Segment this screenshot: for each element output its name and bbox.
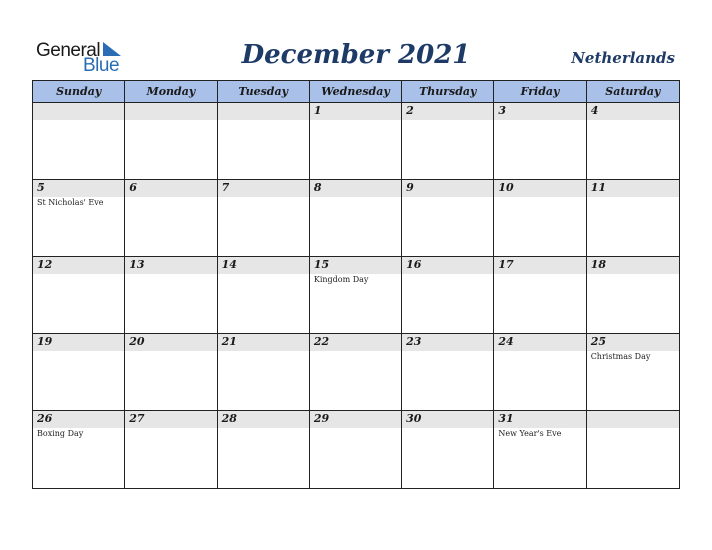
day-number: 8 bbox=[313, 181, 322, 194]
holiday-label: Boxing Day bbox=[37, 429, 84, 438]
day-number: 25 bbox=[590, 335, 606, 348]
day-number: 24 bbox=[498, 335, 514, 348]
day-cell[interactable] bbox=[494, 180, 586, 256]
holiday-label: Kingdom Day bbox=[313, 275, 369, 284]
day-number: 29 bbox=[313, 412, 330, 425]
day-cell[interactable] bbox=[402, 411, 494, 488]
day-number: 20 bbox=[129, 335, 145, 348]
day-cell[interactable] bbox=[587, 334, 679, 410]
weekday-saturday: Saturday bbox=[605, 85, 661, 98]
day-cell[interactable] bbox=[33, 411, 125, 488]
day-cell[interactable] bbox=[218, 257, 310, 333]
day-number: 10 bbox=[498, 181, 514, 194]
calendar-week-row bbox=[33, 103, 679, 180]
day-number: 22 bbox=[313, 335, 330, 348]
holiday-label: New Year's Eve bbox=[498, 429, 562, 438]
day-cell[interactable] bbox=[218, 103, 310, 179]
logo-text-general: General bbox=[36, 40, 101, 61]
day-cell-header bbox=[402, 103, 493, 120]
day-number: 28 bbox=[221, 412, 237, 425]
day-cell[interactable] bbox=[402, 257, 494, 333]
day-number: 6 bbox=[129, 181, 137, 194]
day-number: 9 bbox=[406, 181, 414, 194]
day-number: 27 bbox=[129, 412, 145, 425]
day-number: 31 bbox=[498, 412, 514, 425]
day-cell-header bbox=[218, 180, 309, 197]
day-cell-header bbox=[33, 180, 124, 197]
day-cell[interactable] bbox=[33, 334, 125, 410]
logo-text-blue: Blue bbox=[83, 55, 120, 76]
day-cell[interactable] bbox=[125, 334, 217, 410]
day-cell[interactable] bbox=[494, 411, 586, 488]
day-cell-header bbox=[310, 180, 401, 197]
day-cell-header bbox=[125, 103, 216, 120]
day-cell[interactable] bbox=[494, 334, 586, 410]
day-cell-header bbox=[587, 411, 679, 428]
day-cell[interactable] bbox=[310, 103, 402, 179]
day-number: 1 bbox=[313, 104, 322, 117]
day-cell[interactable] bbox=[587, 411, 679, 488]
day-number: 14 bbox=[221, 258, 237, 271]
day-cell-header bbox=[218, 103, 309, 120]
month-calendar bbox=[32, 80, 680, 489]
day-cell-header bbox=[125, 180, 216, 197]
calendar-week-row bbox=[33, 257, 679, 334]
day-number: 2 bbox=[406, 104, 414, 117]
day-cell[interactable] bbox=[33, 180, 125, 256]
day-cell[interactable] bbox=[402, 334, 494, 410]
day-cell-header bbox=[33, 103, 124, 120]
day-cell[interactable] bbox=[33, 103, 125, 179]
day-number: 16 bbox=[406, 258, 422, 271]
holiday-label: St Nicholas' Eve bbox=[37, 198, 104, 207]
calendar-title: December 2021 bbox=[241, 40, 471, 70]
country-label: Netherlands bbox=[571, 49, 675, 67]
day-cell[interactable] bbox=[125, 103, 217, 179]
calendar-week-row bbox=[33, 334, 679, 411]
day-number: 5 bbox=[37, 181, 45, 194]
day-number: 30 bbox=[406, 412, 422, 425]
holiday-label: Christmas Day bbox=[590, 352, 651, 361]
day-cell[interactable] bbox=[218, 180, 310, 256]
weekday-wednesday: Wednesday bbox=[310, 81, 402, 102]
day-cell[interactable] bbox=[587, 180, 679, 256]
day-cell-header bbox=[402, 180, 493, 197]
day-number: 26 bbox=[37, 412, 53, 425]
day-cell[interactable] bbox=[310, 180, 402, 256]
day-cell-header bbox=[587, 103, 679, 120]
day-cell[interactable] bbox=[218, 411, 310, 488]
weekday-thursday: Thursday bbox=[402, 81, 494, 102]
day-cell[interactable] bbox=[310, 257, 402, 333]
calendar-weeks bbox=[33, 103, 679, 488]
day-cell[interactable] bbox=[587, 257, 679, 333]
day-cell-header bbox=[494, 103, 585, 120]
day-cell[interactable] bbox=[310, 411, 402, 488]
day-cell[interactable] bbox=[494, 103, 586, 179]
day-cell[interactable] bbox=[310, 334, 402, 410]
day-cell-header bbox=[310, 103, 401, 120]
weekday-header-row bbox=[33, 81, 679, 103]
day-cell[interactable] bbox=[402, 180, 494, 256]
day-cell[interactable] bbox=[125, 257, 217, 333]
calendar-week-row bbox=[33, 180, 679, 257]
day-cell[interactable] bbox=[125, 411, 217, 488]
weekday-tuesday: Tuesday bbox=[218, 81, 310, 102]
day-number: 18 bbox=[590, 258, 606, 271]
day-number: 12 bbox=[37, 258, 53, 271]
weekday-sunday: Sunday bbox=[33, 81, 125, 102]
day-cell[interactable] bbox=[494, 257, 586, 333]
day-number: 19 bbox=[37, 335, 53, 348]
day-cell[interactable] bbox=[33, 257, 125, 333]
day-cell[interactable] bbox=[218, 334, 310, 410]
calendar-week-row bbox=[33, 411, 679, 488]
day-number: 11 bbox=[590, 181, 606, 194]
day-number: 15 bbox=[313, 258, 330, 271]
day-number: 21 bbox=[221, 335, 237, 348]
day-number: 7 bbox=[221, 181, 230, 194]
day-cell[interactable] bbox=[587, 103, 679, 179]
weekday-friday: Friday bbox=[494, 81, 586, 102]
day-number: 4 bbox=[590, 104, 599, 117]
day-number: 17 bbox=[498, 258, 514, 271]
day-number: 13 bbox=[129, 258, 145, 271]
day-number: 23 bbox=[406, 335, 422, 348]
day-cell[interactable] bbox=[125, 180, 217, 256]
weekday-monday: Monday bbox=[125, 81, 217, 102]
day-number: 3 bbox=[498, 104, 507, 117]
day-cell[interactable] bbox=[402, 103, 494, 179]
